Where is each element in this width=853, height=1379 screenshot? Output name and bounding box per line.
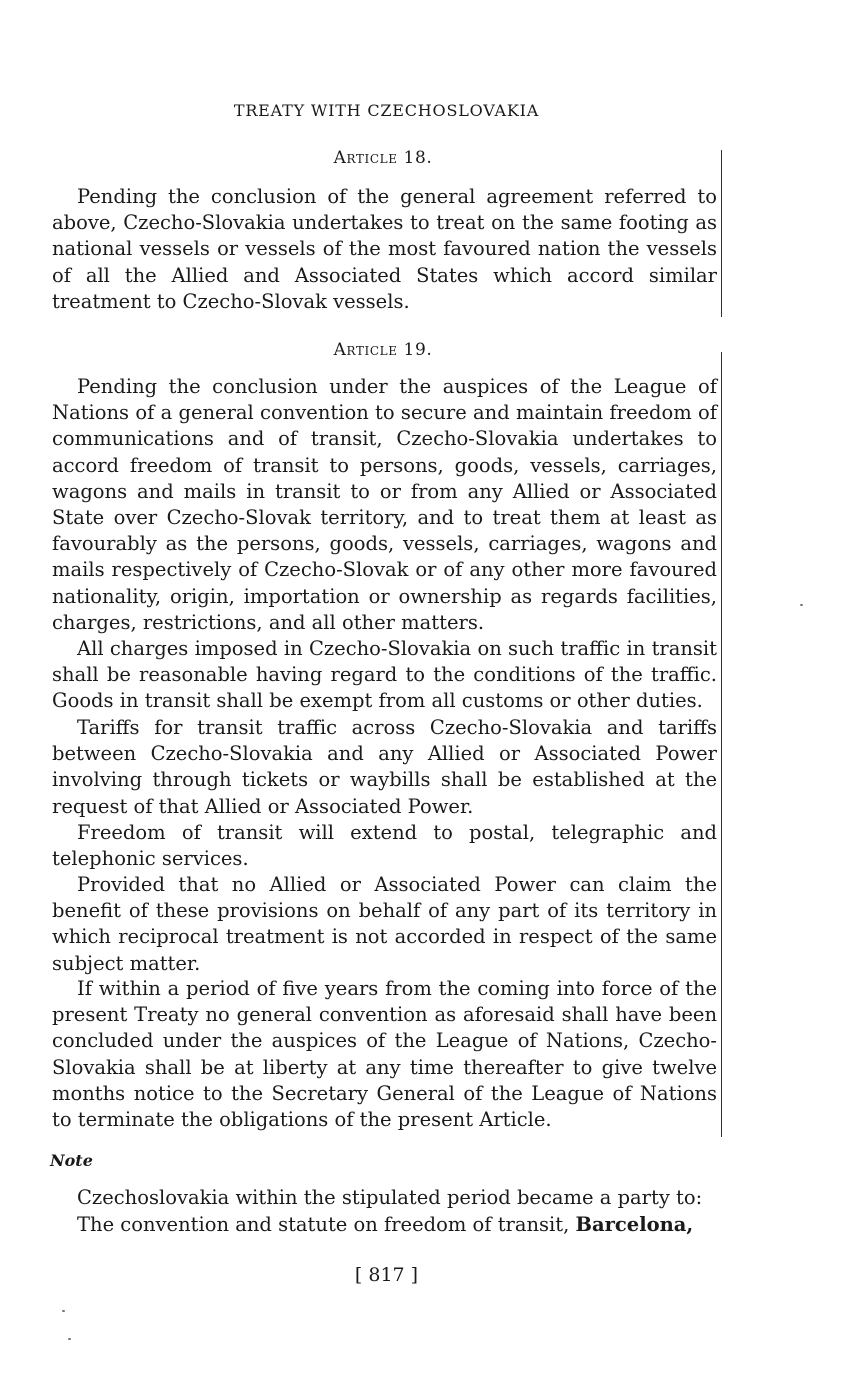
scan-speck <box>800 604 803 606</box>
article-19-paragraph-1: Pending the conclusion under the auspices of the League of Nations of a general convention to secure and maintain freedom of communications and of transit, Czecho-Slovakia undertakes to accord freedom of transit to persons, goods, vessels, carriages, wagons and mails in transit to or from any Allied or Associated State over Czecho-Slovak territory, and to treat them at least as favourably as the persons, goods, vessels, carriages, wagons and mails respectively of Czecho-Slovak or of any other more favoured nationality, origin, importation or ownership as regards facilities, charges, restrictions, and all other matters. <box>52 375 717 634</box>
article-18-heading: Article 18. <box>333 148 433 168</box>
article-19-paragraph-5: Provided that no Allied or Associated Power can claim the benefit of these provisions on behalf of any part of its territory in which reciprocal treatment is not accorded in respect of the same subject matter. <box>52 873 717 975</box>
note-line-2 <box>52 1211 727 1238</box>
note-line-2-bold: Barcelona, <box>575 1213 694 1236</box>
margin-rule-article-18 <box>721 150 722 317</box>
note-line-2-text: The convention and statute on freedom of transit, <box>77 1213 576 1236</box>
note-label: Note <box>50 1151 93 1170</box>
page-number: [ 817 ] <box>354 1264 419 1286</box>
article-19-paragraph-2: All charges imposed in Czecho-Slovakia on such traffic in transit shall be reasonable having regard to the conditions of the traffic. Goods in transit shall be exempt from all customs or other duties. <box>52 637 717 713</box>
margin-rule-article-19 <box>721 352 722 1137</box>
scan-speck <box>62 1310 65 1312</box>
article-18-paragraph: Pending the conclusion of the general agreement referred to above, Czecho-Slovakia undertakes to treat on the same footing as national vessels or vessels of the most favoured nation the vessels of all the Allied and Associated States which accord similar treatment to Czecho-Slovak vessels. <box>52 185 717 313</box>
article-19-paragraph-6: If within a period of five years from the coming into force of the present Treaty no general convention as aforesaid shall have been concluded under the auspices of the League of Nations, Czecho-Slovakia shall be at liberty at any time thereafter to give twelve months notice to the Secretary General of the League of Nations to terminate the obligations of the present Article. <box>52 977 717 1132</box>
note-line-1: Czechoslovakia within the stipulated period became a party to: <box>77 1186 703 1209</box>
article-19-paragraph-3: Tariffs for transit traffic across Czecho-Slovakia and tariffs between Czecho-Slovakia and any Allied or Associated Power involving through tickets or waybills shall be established at the request of that Allied or Associated Power. <box>52 716 717 818</box>
scan-speck <box>68 1338 71 1340</box>
article-19-heading: Article 19. <box>333 340 433 360</box>
article-19-paragraph-4: Freedom of transit will extend to postal, telegraphic and telephonic services. <box>52 821 717 871</box>
running-head: TREATY WITH CZECHOSLOVAKIA <box>233 101 540 120</box>
